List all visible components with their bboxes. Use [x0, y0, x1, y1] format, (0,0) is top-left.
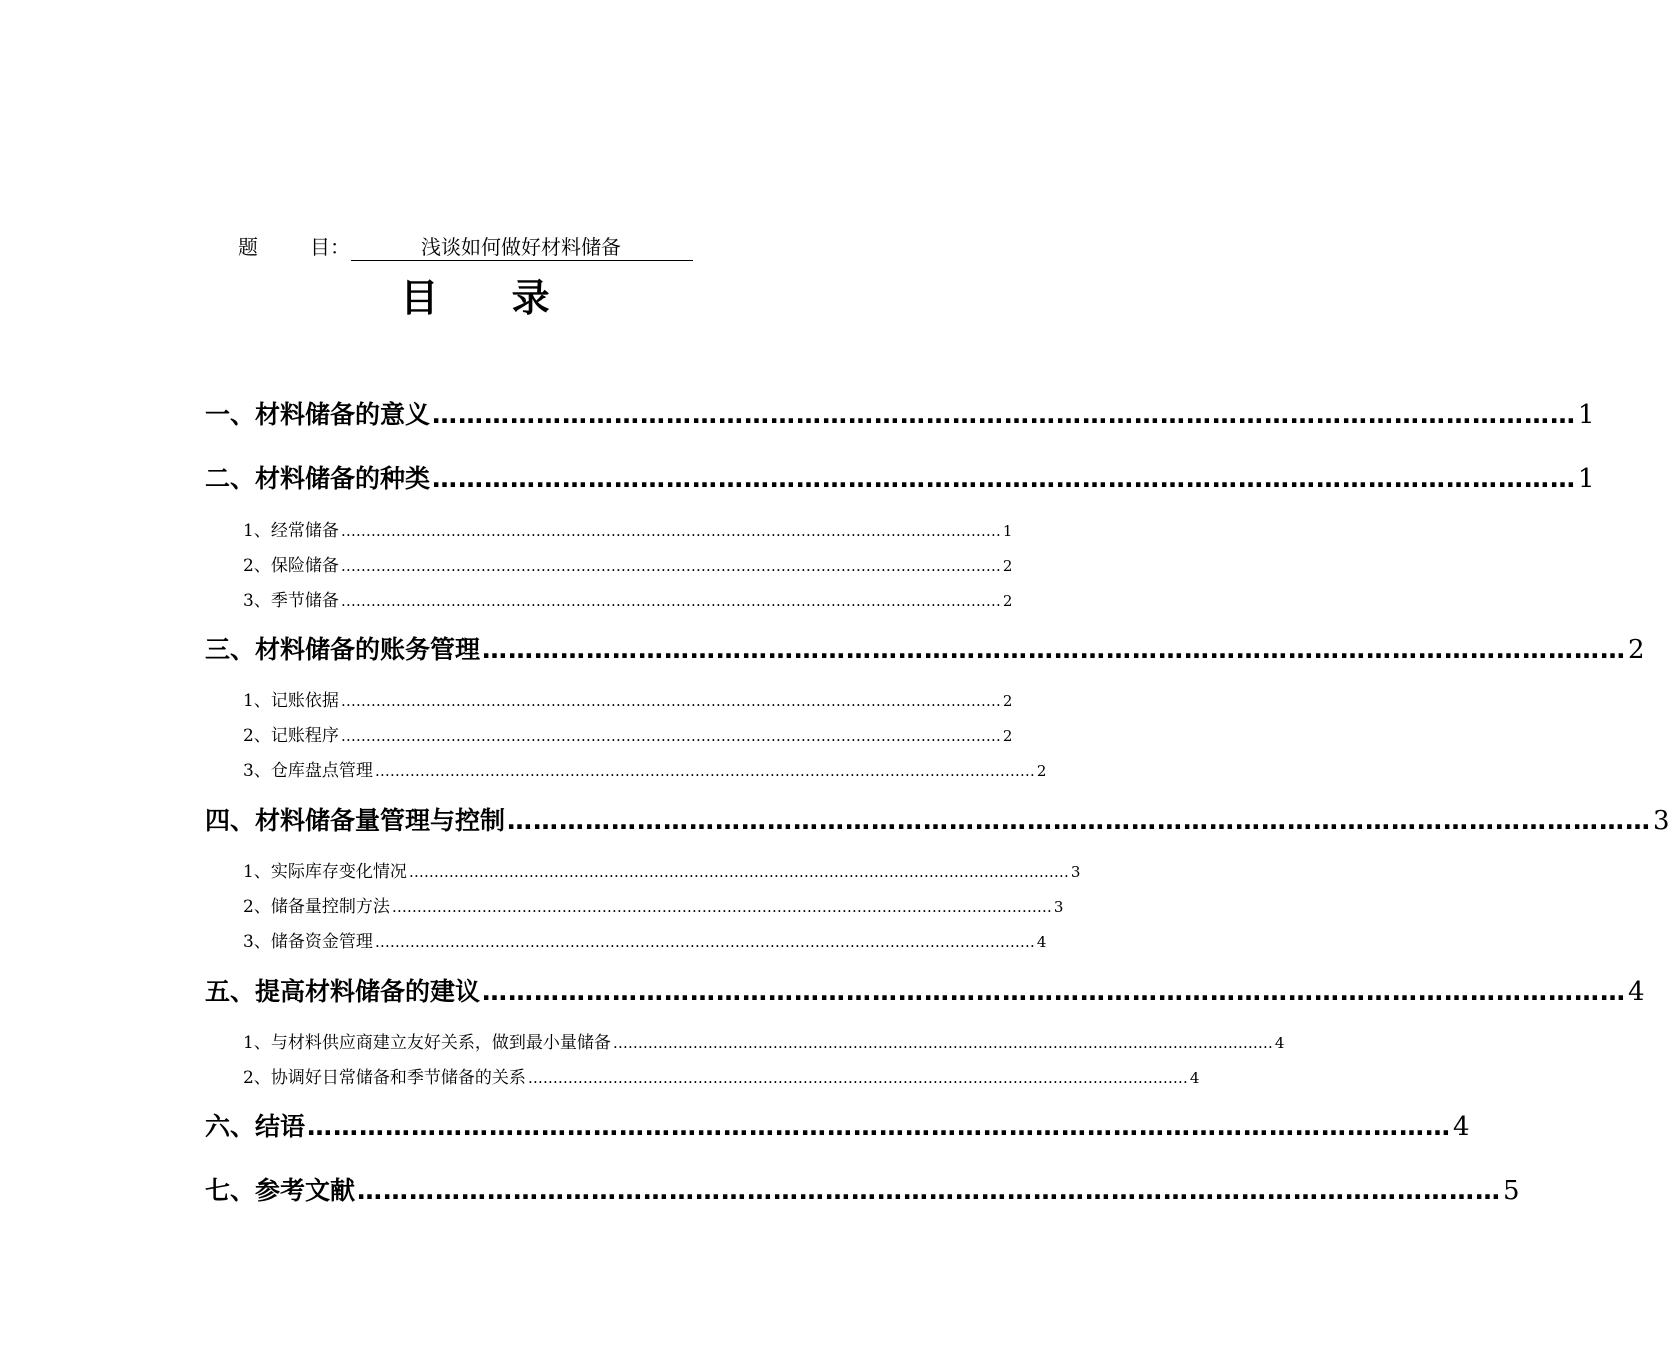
- toc-entry-page: 2: [1002, 557, 1013, 575]
- title-label-char-1: 题: [238, 235, 258, 259]
- toc-entry-page: 2: [1628, 635, 1645, 665]
- toc-entry-label: 三、材料储备的账务管理: [205, 635, 481, 664]
- toc-entry-3-1[interactable]: [243, 688, 1013, 714]
- toc-leader-dots: ……………………………………………………………………………………………………………………: [340, 557, 1001, 575]
- toc-leader-dots: ……………………………………………………………………………………………………………………: [357, 1176, 1502, 1205]
- toc-entry-label: 2、协调好日常储备和季节储备的关系: [243, 1068, 526, 1088]
- toc-entry-label: 1、实际库存变化情况: [243, 862, 407, 882]
- toc-leader-dots: ……………………………………………………………………………………………………………………: [391, 898, 1052, 916]
- document-title: 浅谈如何做好材料储备: [421, 235, 621, 259]
- toc-entry-page: 3: [1653, 806, 1670, 836]
- toc-leader-dots: ……………………………………………………………………………………………………………………: [482, 635, 1627, 664]
- toc-entry-label: 六、结语: [205, 1112, 306, 1141]
- toc-entry-label: 3、储备资金管理: [243, 932, 373, 952]
- title-label-char-2: 目：: [310, 235, 350, 259]
- toc-entry-4-1[interactable]: [243, 859, 1081, 885]
- toc-entry-2[interactable]: [205, 460, 1595, 498]
- toc-entry-page: 5: [1503, 1176, 1520, 1206]
- toc-entry-page: 3: [1070, 863, 1081, 881]
- toc-entry-1[interactable]: [205, 396, 1595, 434]
- toc-leader-dots: ……………………………………………………………………………………………………………………: [340, 727, 1001, 745]
- toc-entry-3-2[interactable]: [243, 723, 1013, 749]
- toc-entry-label: 3、仓库盘点管理: [243, 761, 373, 781]
- toc-entry-label: 1、与材料供应商建立友好关系，做到最小量储备: [243, 1033, 611, 1053]
- toc-leader-dots: ……………………………………………………………………………………………………………………: [482, 977, 1627, 1006]
- toc-entry-label: 1、记账依据: [243, 691, 339, 711]
- toc-entry-label: 1、经常储备: [243, 521, 339, 541]
- toc-entry-5-2[interactable]: [243, 1065, 1200, 1091]
- toc-entry-page: 1: [1578, 400, 1595, 430]
- toc-entry-label: 五、提高材料储备的建议: [205, 977, 481, 1006]
- toc-entry-page: 4: [1036, 933, 1047, 951]
- toc-entry-label: 2、保险储备: [243, 556, 339, 576]
- toc-entry-4[interactable]: [205, 802, 1670, 840]
- toc-leader-dots: ……………………………………………………………………………………………………………………: [340, 692, 1001, 710]
- toc-leader-dots: ……………………………………………………………………………………………………………………: [374, 762, 1035, 780]
- toc-entry-4-3[interactable]: [243, 929, 1047, 955]
- toc-leader-dots: ……………………………………………………………………………………………………………………: [340, 592, 1001, 610]
- toc-leader-dots: ……………………………………………………………………………………………………………………: [432, 400, 1577, 429]
- toc-entry-page: 2: [1002, 692, 1013, 710]
- toc-entry-page: 4: [1628, 977, 1645, 1007]
- toc-entry-label: 四、材料储备量管理与控制: [205, 806, 506, 835]
- toc-leader-dots: ……………………………………………………………………………………………………………………: [432, 464, 1577, 493]
- toc-leader-dots: ……………………………………………………………………………………………………………………: [374, 933, 1035, 951]
- title-line: [238, 232, 698, 262]
- toc-entry-4-2[interactable]: [243, 894, 1064, 920]
- toc-entry-label: 七、参考文献: [205, 1176, 356, 1205]
- toc-entry-page: 2: [1036, 762, 1047, 780]
- toc-entry-page: 1: [1002, 522, 1013, 540]
- toc-entry-3[interactable]: [205, 631, 1645, 669]
- toc-entry-2-2[interactable]: [243, 553, 1013, 579]
- toc-leader-dots: ……………………………………………………………………………………………………………………: [340, 522, 1001, 540]
- toc-entry-label: 2、储备量控制方法: [243, 897, 390, 917]
- toc-entry-page: 1: [1578, 464, 1595, 494]
- toc-entry-page: 2: [1002, 592, 1013, 610]
- toc-leader-dots: ……………………………………………………………………………………………………………………: [408, 863, 1069, 881]
- title-field: [351, 232, 693, 261]
- toc-entry-label: 3、季节储备: [243, 591, 339, 611]
- toc-entry-label: 2、记账程序: [243, 726, 339, 746]
- toc-leader-dots: ……………………………………………………………………………………………………………………: [307, 1112, 1452, 1141]
- toc-entry-label: 一、材料储备的意义: [205, 400, 431, 429]
- toc-entry-page: 4: [1189, 1069, 1200, 1087]
- toc-entry-3-3[interactable]: [243, 758, 1047, 784]
- toc-leader-dots: ……………………………………………………………………………………………………………………: [507, 806, 1652, 835]
- toc-leader-dots: ……………………………………………………………………………………………………………………: [612, 1034, 1273, 1052]
- toc-leader-dots: ……………………………………………………………………………………………………………………: [527, 1069, 1188, 1087]
- toc-entry-6[interactable]: [205, 1108, 1470, 1146]
- toc-entry-5[interactable]: [205, 973, 1645, 1011]
- toc-entry-2-3[interactable]: [243, 588, 1013, 614]
- toc-entry-7[interactable]: [205, 1172, 1520, 1210]
- toc-entry-page: 3: [1053, 898, 1064, 916]
- toc-heading: 目 录: [400, 275, 580, 320]
- toc-entry-2-1[interactable]: [243, 518, 1013, 544]
- toc-entry-page: 4: [1274, 1034, 1285, 1052]
- toc-entry-label: 二、材料储备的种类: [205, 464, 431, 493]
- toc-entry-page: 4: [1453, 1112, 1470, 1142]
- toc-entry-page: 2: [1002, 727, 1013, 745]
- toc-entry-5-1[interactable]: [243, 1030, 1285, 1056]
